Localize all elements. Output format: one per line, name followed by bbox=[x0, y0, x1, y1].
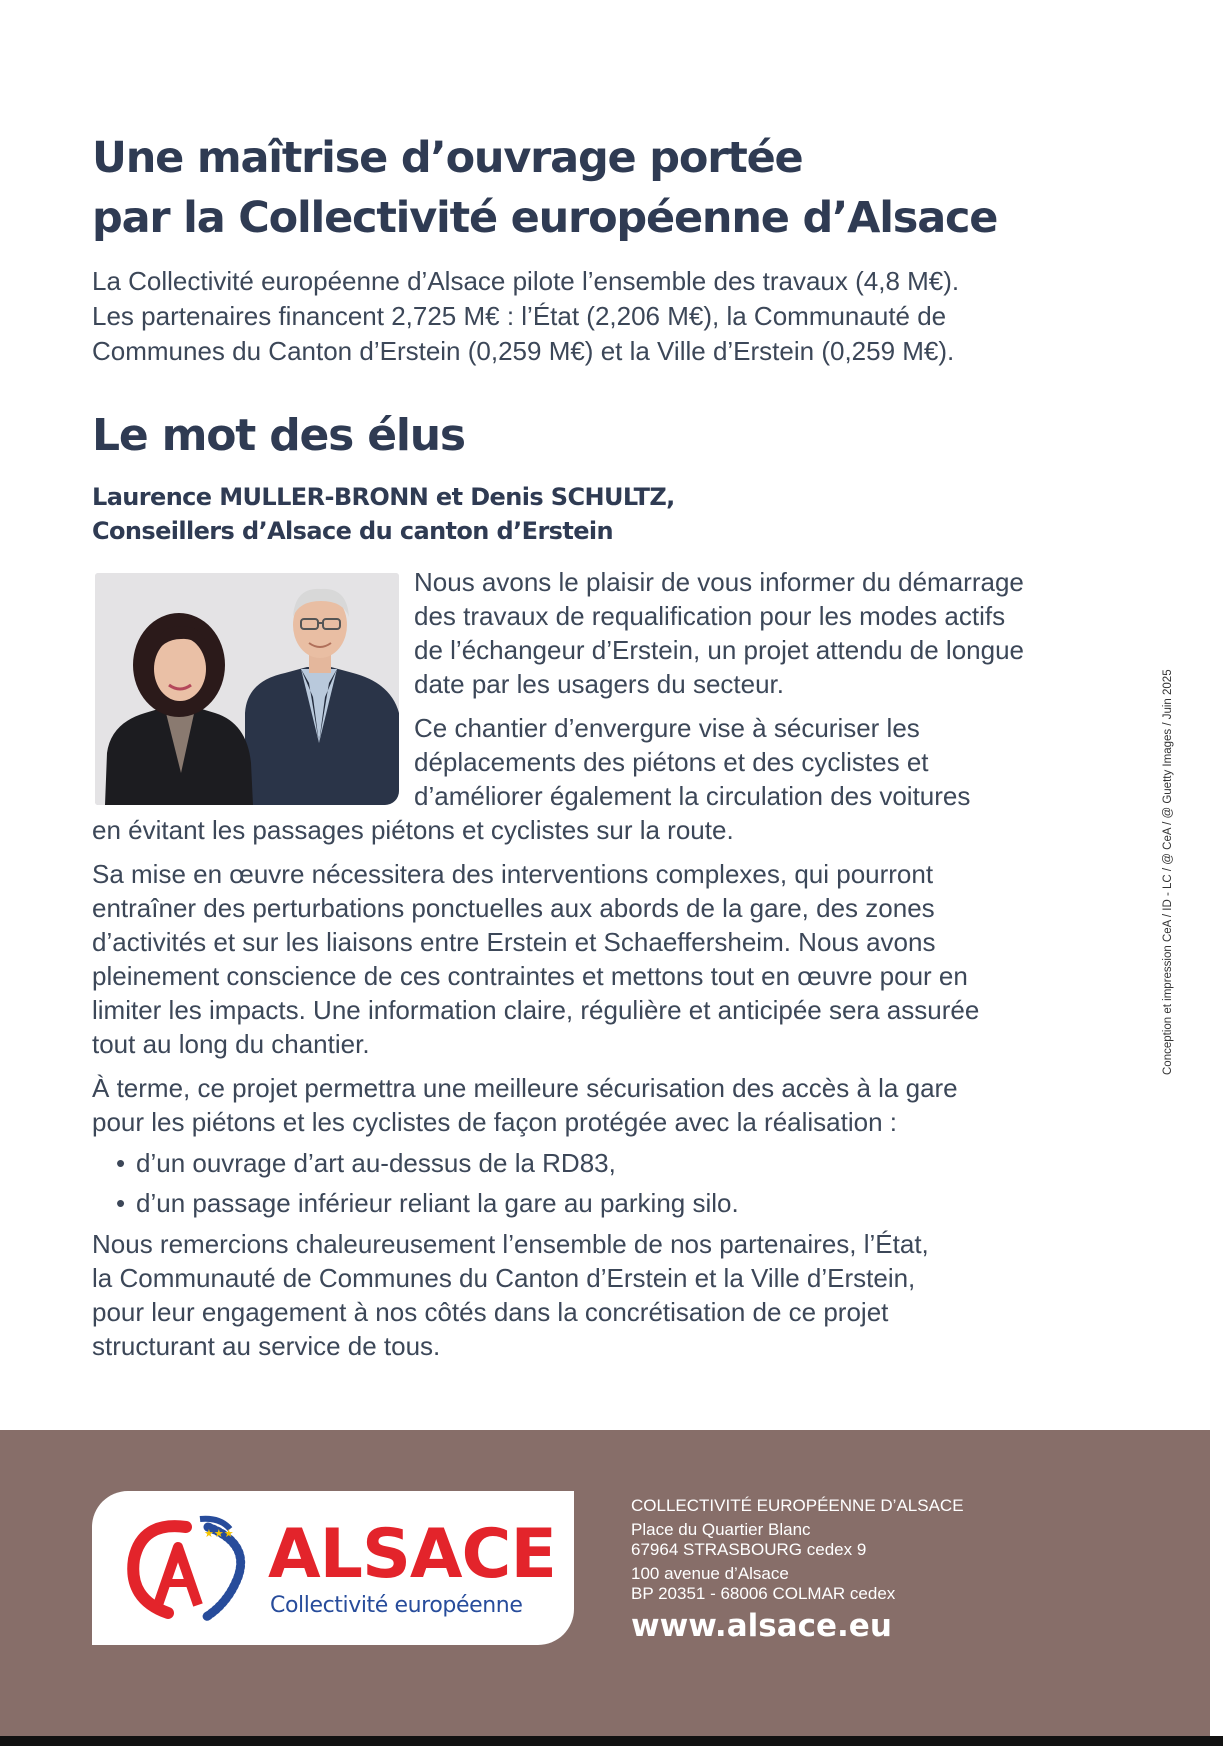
authors-block bbox=[92, 480, 792, 548]
body-line: entraîner des perturbations ponctuelles aux abords de la gare, des zones bbox=[92, 893, 935, 923]
authors-names: Laurence MULLER-BRONN et Denis SCHULTZ, bbox=[92, 483, 675, 511]
intro-line: La Collectivité européenne d’Alsace pilote l’ensemble des travaux (4,8 M€). bbox=[92, 266, 960, 296]
body-line: de l’échangeur d’Erstein, un projet attendu de longue bbox=[414, 635, 1024, 665]
address-colmar-line-2: BP 20351 - 68006 COLMAR cedex bbox=[631, 1584, 896, 1603]
officials-photo bbox=[95, 573, 399, 805]
bullet-icon: • bbox=[116, 1188, 126, 1218]
intro-line: Les partenaires financent 2,725 M€ : l’État (2,206 M€), la Communauté de bbox=[92, 301, 947, 331]
list-item bbox=[116, 1148, 616, 1178]
side-credit: Conception et impression CeA / ID - LC / @ CeA / @ Guetty Images / Juin 2025 bbox=[1162, 669, 1174, 1075]
body-line: Nous avons le plaisir de vous informer du démarrage bbox=[414, 567, 1024, 597]
alsace-logo bbox=[92, 1491, 574, 1645]
logo-subtitle: Collectivité européenne bbox=[270, 1593, 523, 1618]
intro-paragraph bbox=[92, 264, 1102, 369]
alsace-logo-mark-icon bbox=[120, 1513, 260, 1623]
body-line: Ce chantier d’envergure vise à sécuriser les bbox=[414, 713, 920, 743]
eu-stars-icon: ★★★ bbox=[204, 1527, 234, 1540]
intro-line: Communes du Canton d’Erstein (0,259 M€) et la Ville d’Erstein (0,259 M€). bbox=[92, 336, 955, 366]
title-line-2: par la Collectivité européenne d’Alsace bbox=[92, 193, 998, 243]
body-line: pleinement conscience de ces contraintes et mettons tout en œuvre pour en bbox=[92, 961, 968, 991]
bottom-rule bbox=[0, 1736, 1223, 1746]
body-line: À terme, ce projet permettra une meilleure sécurisation des accès à la gare bbox=[92, 1073, 958, 1103]
officials-illustration bbox=[95, 573, 399, 805]
org-name: COLLECTIVITÉ EUROPÉENNE D’ALSACE bbox=[631, 1496, 964, 1515]
body-line: d’activités et sur les liaisons entre Erstein et Schaeffersheim. Nous avons bbox=[92, 927, 936, 957]
body-line: limiter les impacts. Une information claire, régulière et anticipée sera assurée bbox=[92, 995, 980, 1025]
address-strasbourg-line-2: 67964 STRASBOURG cedex 9 bbox=[631, 1540, 867, 1559]
logo-wordmark: ALSACE bbox=[268, 1515, 556, 1594]
body-line: déplacements des piétons et des cyclistes et bbox=[414, 747, 929, 777]
list-item-text: d’un ouvrage d’art au-dessus de la RD83, bbox=[136, 1148, 616, 1178]
body-line: Sa mise en œuvre nécessitera des interventions complexes, qui pourront bbox=[92, 859, 934, 889]
body-line: des travaux de requalification pour les modes actifs bbox=[414, 601, 1006, 631]
address-strasbourg-line-1: Place du Quartier Blanc bbox=[631, 1520, 811, 1539]
title-line-1: Une maîtrise d’ouvrage portée bbox=[92, 133, 803, 183]
body-line: d’améliorer également la circulation des voitures bbox=[414, 781, 971, 811]
section-title-elus: Le mot des élus bbox=[92, 410, 465, 461]
body-line: la Communauté de Communes du Canton d’Erstein et la Ville d’Erstein, bbox=[92, 1263, 916, 1293]
body-line: en évitant les passages piétons et cyclistes sur la route. bbox=[92, 815, 734, 845]
body-line: structurant au service de tous. bbox=[92, 1331, 441, 1361]
body-line: tout au long du chantier. bbox=[92, 1029, 370, 1059]
authors-role: Conseillers d’Alsace du canton d’Erstein bbox=[92, 517, 614, 545]
list-item bbox=[116, 1188, 739, 1218]
body-line: pour leur engagement à nos côtés dans la concrétisation de ce projet bbox=[92, 1297, 889, 1327]
section-title-maitrise bbox=[92, 128, 1092, 248]
body-line: pour les piétons et les cyclistes de façon protégée avec la réalisation : bbox=[92, 1107, 898, 1137]
list-item-text: d’un passage inférieur reliant la gare au parking silo. bbox=[136, 1188, 739, 1218]
address-colmar-line-1: 100 avenue d’Alsace bbox=[631, 1564, 789, 1583]
footer-right-margin bbox=[1210, 1430, 1223, 1736]
bullet-icon: • bbox=[116, 1148, 126, 1178]
body-line: Nous remercions chaleureusement l’ensemble de nos partenaires, l’État, bbox=[92, 1229, 929, 1259]
body-line: date par les usagers du secteur. bbox=[414, 669, 785, 699]
website-link[interactable]: www.alsace.eu bbox=[631, 1608, 892, 1644]
